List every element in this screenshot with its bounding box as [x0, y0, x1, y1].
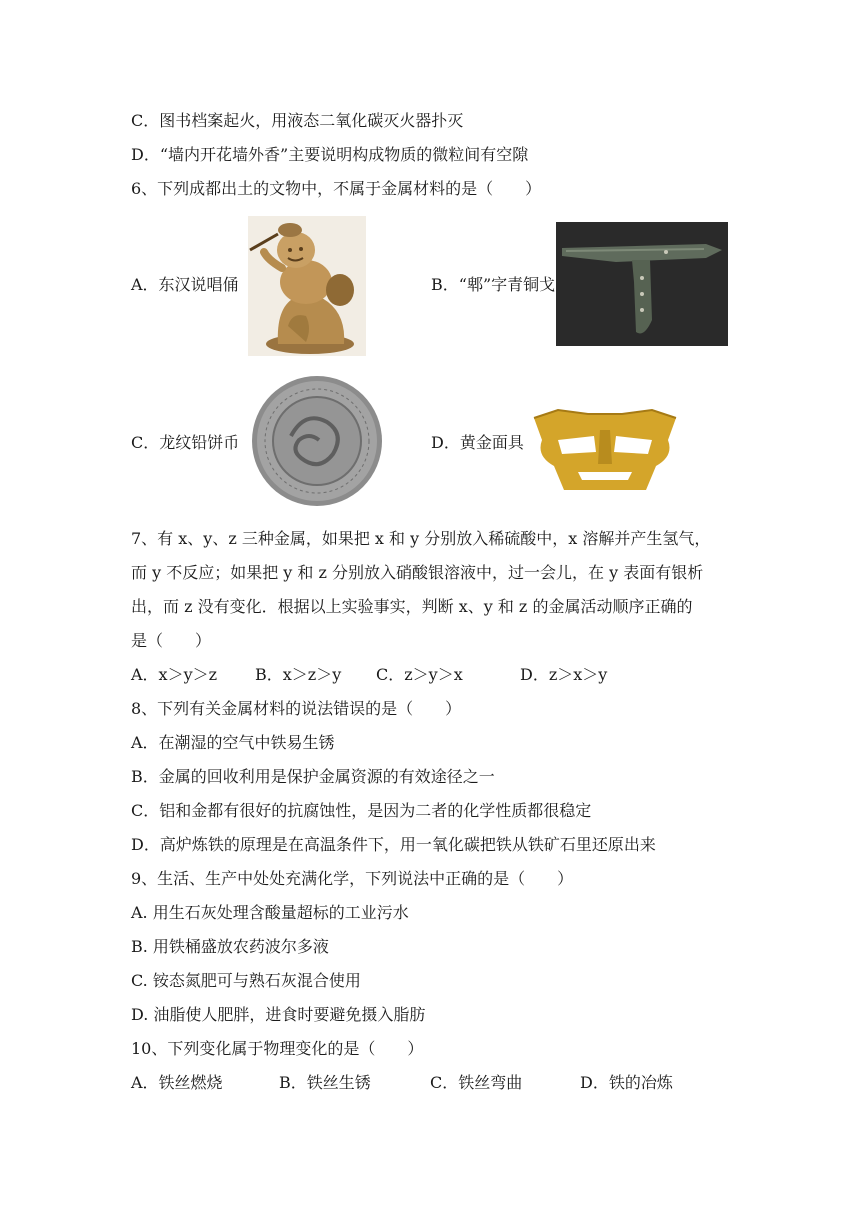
- q5-option-c: C．图书档案起火，用液态二氧化碳灭火器扑灭: [131, 111, 464, 130]
- q6-option-d: D．黄金面具: [431, 433, 524, 452]
- q8-option-d: D．高炉炼铁的原理是在高温条件下，用一氧化碳把铁从铁矿石里还原出来: [131, 835, 656, 854]
- q9-stem: 9、生活、生产中处处充满化学，下列说法中正确的是（ ）: [131, 869, 574, 888]
- q9-option-b: B. 用铁桶盛放农药波尔多液: [131, 937, 329, 956]
- q7-stem-line-3: 出，而 z 没有变化．根据以上实验事实，判断 x、y 和 z 的金属活动顺序正确的: [131, 597, 693, 616]
- q8-stem: 8、下列有关金属材料的说法错误的是（ ）: [131, 699, 462, 718]
- q10-option-c: C．铁丝弯曲: [430, 1073, 523, 1092]
- q7-stem-line-2: 而 y 不反应；如果把 y 和 z 分别放入硝酸银溶液中，过一会儿，在 y 表面有银析: [131, 563, 704, 582]
- figurine-image: [248, 216, 366, 356]
- q7-stem-line-1: 7、有 x、y、z 三种金属，如果把 x 和 y 分别放入稀硫酸中，x 溶解并产生氢气，: [131, 529, 711, 548]
- q7-option-c: C．z＞y＞x: [376, 665, 463, 684]
- q6-option-a: A．东汉说唱俑: [131, 275, 239, 294]
- q9-option-a: A. 用生石灰处理含酸量超标的工业污水: [131, 903, 409, 922]
- q5-option-d: D．“墙内开花墙外香”主要说明构成物质的微粒间有空隙: [131, 145, 529, 164]
- q10-option-d: D．铁的冶炼: [580, 1073, 673, 1092]
- q7-stem-line-4: 是（ ）: [131, 631, 212, 650]
- q7-option-d: D．z＞x＞y: [520, 665, 608, 684]
- q10-option-a: A．铁丝燃烧: [131, 1073, 223, 1092]
- q6-stem: 6、下列成都出土的文物中，不属于金属材料的是（ ）: [131, 179, 542, 198]
- q8-option-b: B．金属的回收利用是保护金属资源的有效途径之一: [131, 767, 495, 786]
- q10-option-b: B．铁丝生锈: [279, 1073, 371, 1092]
- q9-option-c: C. 铵态氮肥可与熟石灰混合使用: [131, 971, 361, 990]
- q8-option-c: C．铝和金都有很好的抗腐蚀性，是因为二者的化学性质都很稳定: [131, 801, 592, 820]
- q8-option-a: A．在潮湿的空气中铁易生锈: [131, 733, 335, 752]
- q10-stem: 10、下列变化属于物理变化的是（ ）: [131, 1039, 424, 1058]
- q7-option-a: A．x＞y＞z: [131, 665, 218, 684]
- gold-mask-image: [528, 400, 682, 498]
- lead-coin-image: [249, 374, 385, 508]
- q6-option-b: B．“郫”字青铜戈: [431, 275, 556, 294]
- q9-option-d: D. 油脂使人肥胖，进食时要避免摄入脂肪: [131, 1005, 426, 1024]
- bronze-dagger-axe-image: [556, 222, 728, 346]
- q6-option-c: C．龙纹铅饼币: [131, 433, 240, 452]
- q7-option-b: B．x＞z＞y: [255, 665, 342, 684]
